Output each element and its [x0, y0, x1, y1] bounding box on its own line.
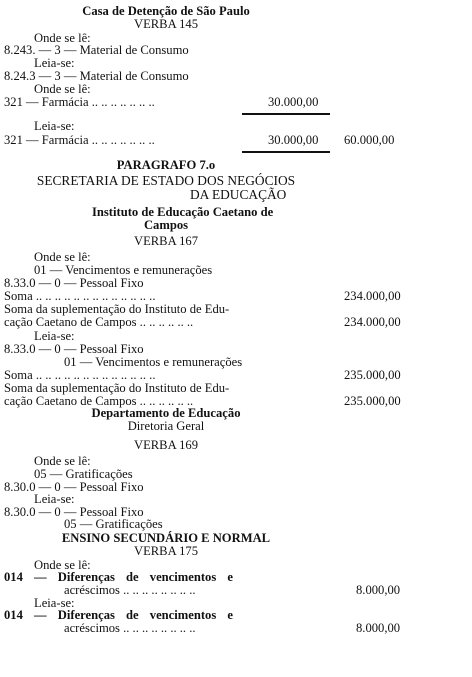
farmacia-onde-line	[0, 95, 472, 109]
budget-item: 01 — Vencimentos e remunerações	[34, 263, 213, 277]
diretoria-subtitle: Diretoria Geral	[127, 419, 205, 433]
instituto-line-2	[0, 218, 472, 232]
farmacia-leia-line	[0, 133, 472, 147]
leia-label: Leia-se:	[34, 329, 75, 343]
sup-1b-line	[0, 315, 472, 329]
verba-175: VERBA 175	[133, 544, 199, 558]
sup-label: Soma da suplementação do Instituto de Edu-	[4, 302, 230, 316]
sum-rule	[242, 151, 330, 153]
secretaria-line-1	[0, 174, 472, 188]
departamento-title: Departamento de Educação	[91, 406, 241, 420]
e-dif-a-line	[0, 570, 472, 584]
paragrafo-title: PARAGRAFO 7.o	[116, 158, 216, 172]
e-dif-a2-line	[0, 608, 472, 622]
casa-verba-line	[0, 17, 472, 31]
p-venc-line	[0, 263, 472, 277]
casa-title-line	[0, 4, 472, 18]
sup-label-cont: cação Caetano de Campos .. .. .. .. .. ..	[4, 315, 194, 329]
sum-rule	[242, 113, 330, 115]
sup-2a-line	[0, 381, 472, 395]
farmacia-label: 321 — Farmácia .. .. .. .. .. .. ..	[4, 95, 155, 109]
p-leia-line	[0, 329, 472, 343]
leia-label: Leia-se:	[34, 596, 75, 610]
budget-item: 8.30.0 — 0 — Pessoal Fixo	[4, 505, 144, 519]
soma-label: Soma .. .. .. .. .. .. .. .. .. .. .. .. ..	[4, 368, 156, 382]
dif-value: 8.000,00	[356, 583, 401, 597]
casa-item-onde-line	[0, 43, 472, 57]
departamento-line	[0, 406, 472, 420]
d-leia-line	[0, 492, 472, 506]
ensino-line	[0, 531, 472, 545]
budget-item: 05 — Gratificações	[34, 467, 133, 481]
budget-item: 8.24.3 — 3 — Material de Consumo	[4, 69, 189, 83]
paragrafo-line	[0, 158, 472, 172]
verba-169: VERBA 169	[133, 438, 199, 452]
sup-value: 235.000,00	[344, 394, 401, 408]
budget-item-cont: acréscimos .. .. .. .. .. .. .. ..	[64, 621, 196, 635]
d-grat-2-line	[0, 517, 472, 531]
soma-2-line	[0, 368, 472, 382]
budget-item: 05 — Gratificações	[64, 517, 163, 531]
soma-value: 235.000,00	[344, 368, 401, 382]
budget-item: 8.33.0 — 0 — Pessoal Fixo	[4, 342, 144, 356]
leia-label: Leia-se:	[34, 119, 75, 133]
casa-onde-2-line	[0, 82, 472, 96]
budget-item: 8.30.0 — 0 — Pessoal Fixo	[4, 480, 144, 494]
budget-item-cont: acréscimos .. .. .. .. .. .. .. ..	[64, 583, 196, 597]
budget-item: 014 — Diferenças de vencimentos e	[4, 570, 233, 584]
secretaria-line-2	[0, 188, 472, 202]
budget-item: 01 — Vencimentos e remunerações	[64, 355, 243, 369]
onde-label: Onde se lê:	[34, 454, 91, 468]
verba-169-line	[0, 438, 472, 452]
farmacia-value: 30.000,00	[268, 133, 319, 147]
instituto-title: Instituto de Educação Caetano de	[92, 205, 274, 219]
leia-label: Leia-se:	[34, 492, 75, 506]
farmacia-value: 30.000,00	[268, 95, 319, 109]
instituto-title-cont: Campos	[143, 218, 189, 232]
p-onde-line	[0, 250, 472, 264]
onde-label: Onde se lê:	[34, 31, 91, 45]
p-venc-2-line	[0, 355, 472, 369]
casa-item-leia-line	[0, 69, 472, 83]
dif-value: 8.000,00	[356, 621, 401, 635]
sup-1a-line	[0, 302, 472, 316]
soma-1-line	[0, 289, 472, 303]
verba-175-line	[0, 544, 472, 558]
p-pessoal-2-line	[0, 342, 472, 356]
budget-item: 014 — Diferenças de vencimentos e	[4, 608, 233, 622]
onde-label: Onde se lê:	[34, 82, 91, 96]
leia-label: Leia-se:	[34, 56, 75, 70]
p-pessoal-line	[0, 276, 472, 290]
sup-label-cont: cação Caetano de Campos .. .. .. .. .. ..	[4, 394, 194, 408]
secretaria-title: SECRETARIA DE ESTADO DOS NEGÓCIOS	[36, 173, 296, 188]
secretaria-title-cont: DA EDUCAÇÃO	[190, 187, 287, 202]
soma-label: Soma .. .. .. .. .. .. .. .. .. .. .. .. ..	[4, 289, 156, 303]
casa-verba: VERBA 145	[133, 17, 199, 31]
instituto-line-1	[0, 205, 472, 219]
casa-leia-2-line	[0, 119, 472, 133]
budget-item: 8.33.0 — 0 — Pessoal Fixo	[4, 276, 144, 290]
casa-title: Casa de Detenção de São Paulo	[82, 4, 250, 18]
onde-label: Onde se lê:	[34, 250, 91, 264]
verba-167-line	[0, 234, 472, 248]
budget-item: 8.243. — 3 — Material de Consumo	[4, 43, 189, 57]
e-dif-b-line	[0, 583, 472, 597]
onde-label: Onde se lê:	[34, 558, 91, 572]
casa-leia-line	[0, 56, 472, 70]
sup-label: Soma da suplementação do Instituto de Edu-	[4, 381, 230, 395]
d-grat-line	[0, 467, 472, 481]
farmacia-label: 321 — Farmácia .. .. .. .. .. .. ..	[4, 133, 155, 147]
d-onde-line	[0, 454, 472, 468]
farmacia-total: 60.000,00	[344, 133, 395, 147]
soma-value: 234.000,00	[344, 289, 401, 303]
sup-value: 234.000,00	[344, 315, 401, 329]
ensino-title: ENSINO SECUNDÁRIO E NORMAL	[61, 531, 271, 545]
diretoria-line	[0, 419, 472, 433]
e-dif-b2-line	[0, 621, 472, 635]
verba-167: VERBA 167	[133, 234, 199, 248]
